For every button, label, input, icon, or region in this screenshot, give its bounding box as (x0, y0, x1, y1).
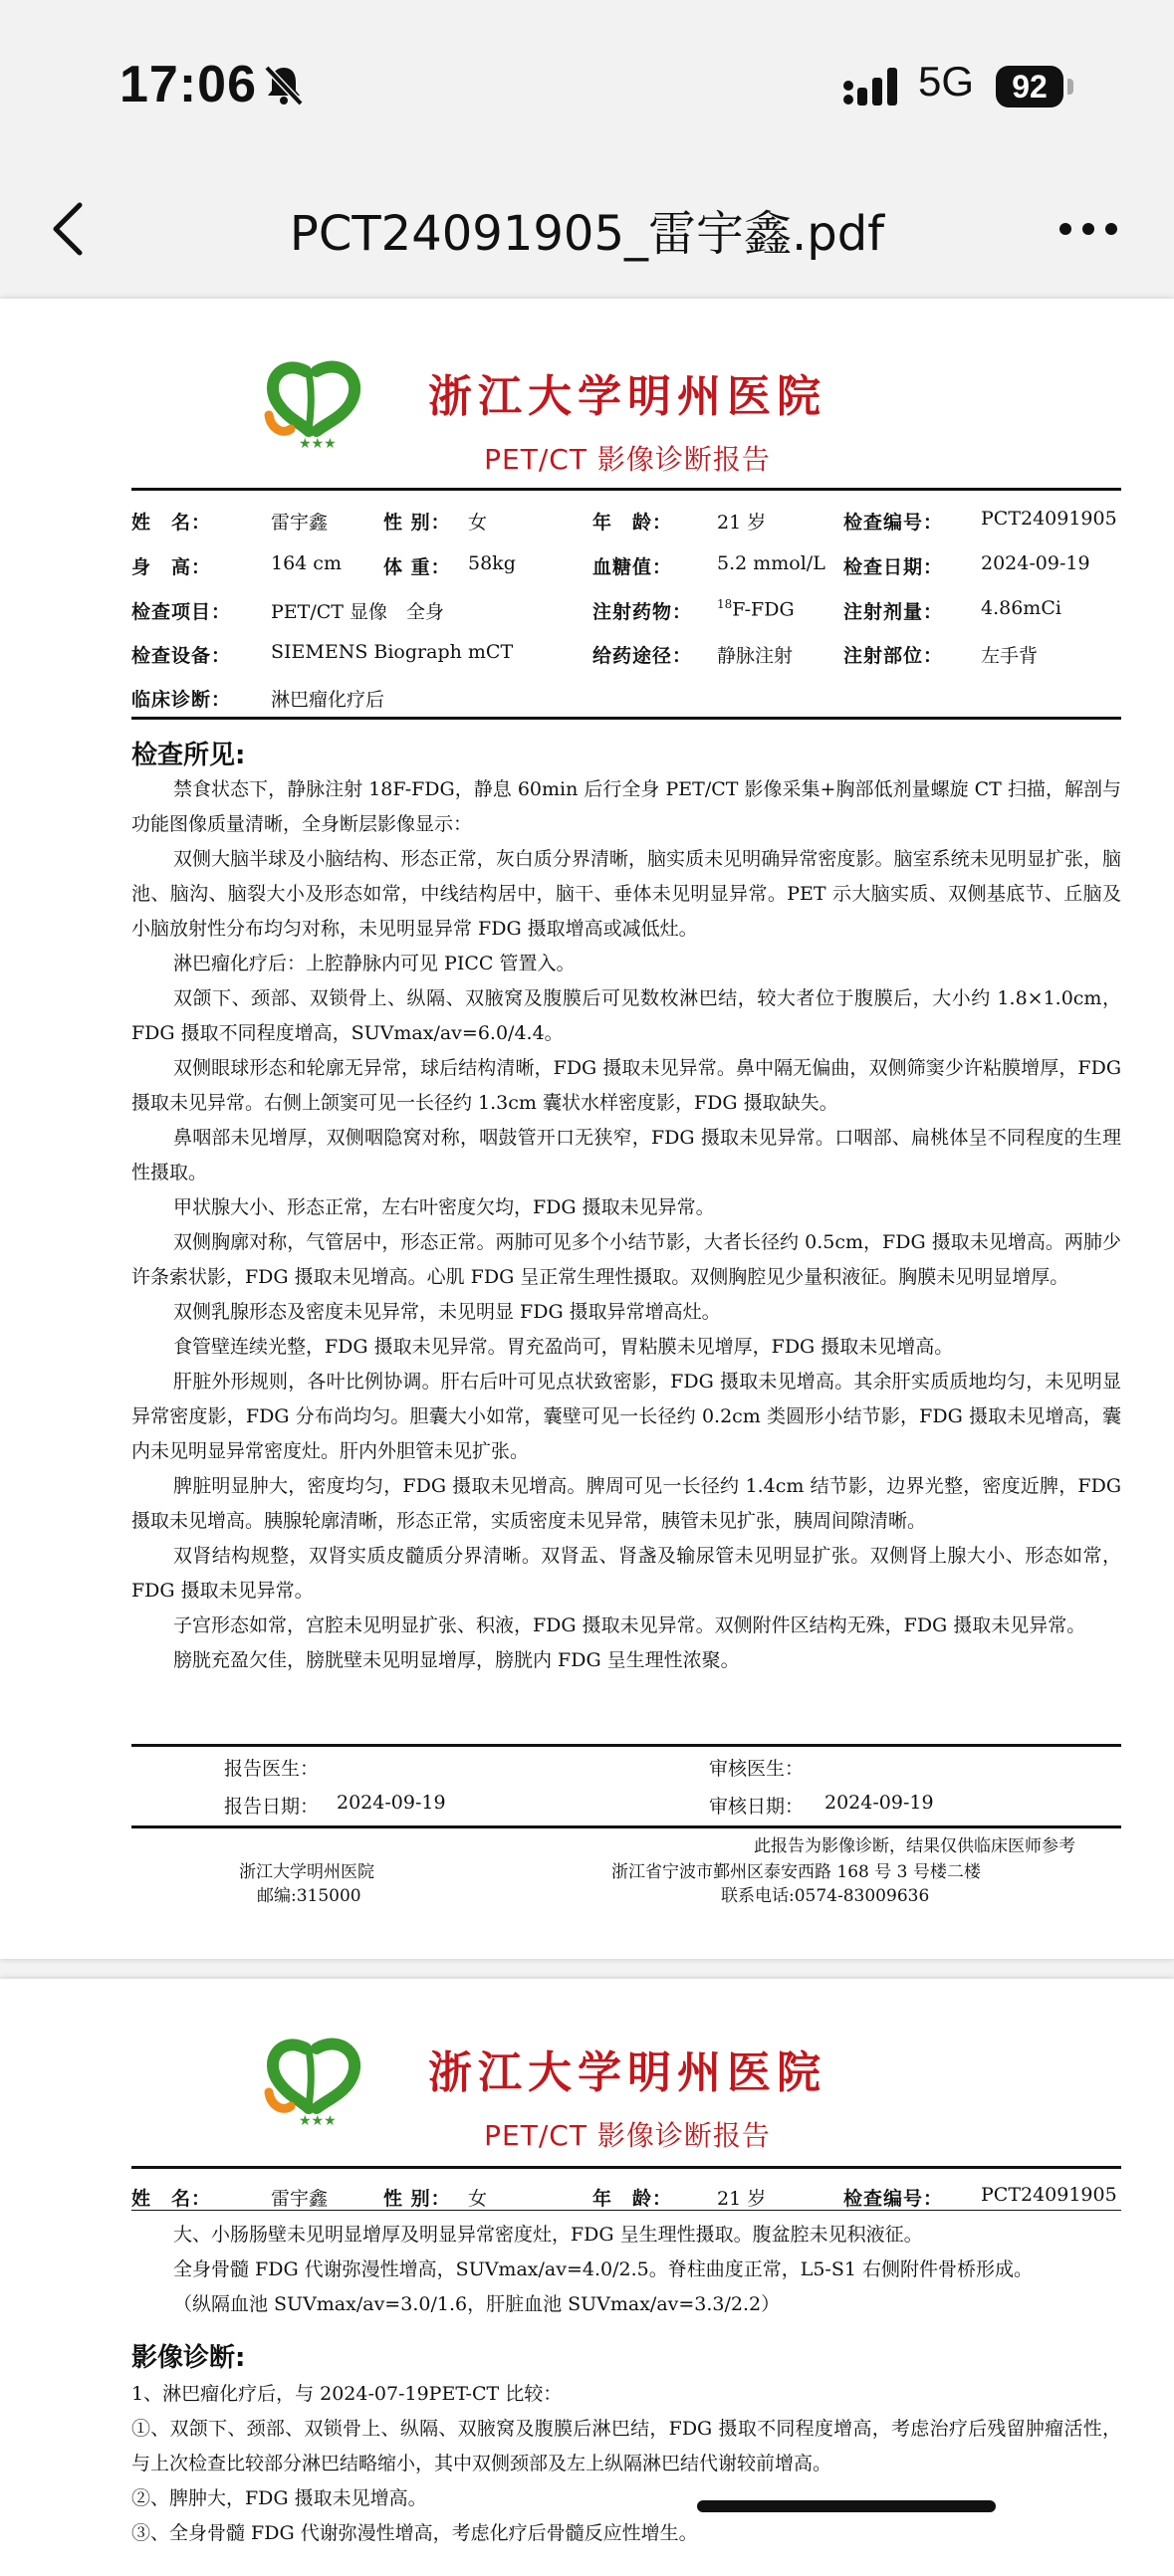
finding-paragraph: 双颌下、颈部、双锁骨上、纵隔、双腋窝及腹膜后可见数枚淋巴结，较大者位于腹膜后，大小约 1.8×1.0cm，FDG 摄取不同程度增高，SUVmax/av=6.0/4.4。 (131, 987, 1121, 1044)
label-clinical: 临床诊断： (131, 689, 232, 711)
finding-paragraph: 鼻咽部未见增厚，双侧咽隐窝对称，咽鼓管开口无狭窄，FDG 摄取未见异常。口咽部、扁桃体呈不同程度的生理性摄取。 (131, 1127, 1121, 1183)
svg-text:★★★: ★★★ (299, 2113, 337, 2129)
home-indicator (697, 2500, 996, 2512)
pdf-page-2 (0, 1979, 1174, 2576)
value-age: 21 岁 (717, 512, 767, 534)
value-sex: 女 (468, 2188, 488, 2210)
svg-text:★★★: ★★★ (299, 436, 337, 452)
drug-name: F-FDG (732, 598, 795, 621)
label-sex: 性 别： (383, 2188, 451, 2210)
label-weight: 体 重： (383, 556, 451, 578)
footer-hospital: 浙江大学明州医院 (239, 1862, 374, 1882)
label-age: 年 龄： (592, 512, 673, 534)
continued-line: 全身骨髓 FDG 代谢弥漫性增高，SUVmax/av=4.0/2.5。脊柱曲度正常，L5-S1 右侧附件骨桥形成。 (173, 2258, 1033, 2280)
finding-paragraph: 双侧乳腺形态及密度未见异常，未见明显 FDG 摄取异常增高灶。 (173, 1301, 721, 1323)
more-options-icon[interactable] (1056, 209, 1121, 249)
cellular-signal-icon (841, 66, 903, 107)
value-clinical: 淋巴瘤化疗后 (271, 689, 385, 711)
hospital-name: 浙江大学明州医院 (428, 371, 826, 422)
finding-paragraph: 双侧胸廓对称，气管居中，形态正常。两肺可见多个小结节影，大者长径约 0.5cm，FDG 摄取未见增高。两肺少许条索状影，FDG 摄取未见增高。心肌 FDG 呈正常生理性摄取。双侧胸腔见少量积液征。胸膜未见明显增厚。 (131, 1231, 1121, 1288)
finding-paragraph: 子宫形态如常，宫腔未见明显扩张、积液，FDG 摄取未见异常。双侧附件区结构无殊，FDG 摄取未见异常。 (173, 1614, 1086, 1636)
finding-paragraph: 甲状腺大小、形态正常，左右叶密度欠均，FDG 摄取未见异常。 (173, 1196, 715, 1218)
review-date-label: 审核日期： (709, 1796, 805, 1818)
value-dose: 4.86mCi (981, 597, 1061, 619)
findings-body (131, 772, 1121, 1678)
label-name: 姓 名： (131, 2188, 212, 2210)
finding-paragraph: 膀胱充盈欠佳，膀胱壁未见明显增厚，膀胱内 FDG 呈生理性浓聚。 (173, 1649, 740, 1671)
hospital-name: 浙江大学明州医院 (428, 2047, 826, 2098)
value-exam-date: 2024-09-19 (981, 552, 1090, 574)
finding-paragraph: 禁食状态下，静脉注射 18F-FDG，静息 60min 后行全身 PET/CT 影像采集+胸部低剂量螺旋 CT 扫描，解剖与功能图像质量清晰，全身断层影像显示： (131, 778, 1121, 835)
value-exam-no: PCT24091905 (981, 2184, 1117, 2206)
value-age: 21 岁 (717, 2188, 767, 2210)
label-name: 姓 名： (131, 512, 212, 534)
footer-postcode: 邮编:315000 (257, 1886, 361, 1906)
signoff-bottom-rule (131, 1825, 1121, 1828)
diagnosis-line: 1、淋巴瘤化疗后，与 2024-07-19PET-CT 比较： (131, 2383, 563, 2405)
value-name: 雷宇鑫 (271, 512, 329, 534)
label-glucose: 血糖值： (592, 556, 673, 578)
finding-paragraph: 双肾结构规整，双肾实质皮髓质分界清晰。双肾盂、肾盏及输尿管未见明显扩张。双侧肾上腺大小、形态如常，FDG 摄取未见异常。 (131, 1545, 1121, 1602)
signoff-top-rule (131, 1744, 1121, 1747)
drug-isotope-superscript: 18 (717, 597, 733, 611)
report-title: PET/CT 影像诊断报告 (484, 2119, 771, 2152)
status-time: 17:06 (119, 56, 257, 113)
value-height: 164 cm (271, 552, 342, 574)
value-exam-item: PET/CT 显像 全身 (271, 601, 444, 623)
continued-line: 大、小肠肠壁未见明显增厚及明显异常密度灶，FDG 呈生理性摄取。腹盆腔未见积液征。 (173, 2224, 923, 2246)
value-glucose: 5.2 mmol/L (717, 552, 825, 574)
label-sex: 性 别： (383, 512, 451, 534)
review-date-value: 2024-09-19 (824, 1792, 934, 1814)
value-name: 雷宇鑫 (271, 2188, 329, 2210)
report-doctor-label: 报告医生： (224, 1758, 320, 1780)
value-sex: 女 (468, 512, 488, 534)
diagnosis-heading: 影像诊断: (131, 2343, 246, 2373)
header-rule (131, 2166, 1121, 2169)
value-site: 左手背 (981, 645, 1039, 667)
continued-line: （纵隔血池 SUVmax/av=3.0/1.6，肝脏血池 SUVmax/av=3.3/2.2） (173, 2293, 781, 2315)
report-title: PET/CT 影像诊断报告 (484, 443, 771, 476)
label-exam-date: 检查日期： (843, 556, 944, 578)
document-title: PCT24091905_雷宇鑫.pdf (289, 206, 885, 262)
hospital-logo (261, 2031, 370, 2130)
label-dose: 注射剂量： (843, 601, 944, 623)
diagnosis-line: ③、全身骨髓 FDG 代谢弥漫性增高，考虑化疗后骨髓反应性增生。 (131, 2522, 698, 2544)
report-date-value: 2024-09-19 (337, 1792, 446, 1814)
value-weight: 58kg (468, 552, 516, 574)
value-drug (717, 597, 795, 620)
value-device: SIEMENS Biograph mCT (271, 641, 514, 663)
finding-paragraph: 肝脏外形规则，各叶比例协调。肝右后叶可见点状致密影，FDG 摄取未见增高。其余肝实质质地均匀，未见明显异常密度影，FDG 分布尚均匀。胆囊大小如常，囊壁可见一长径约 0.2cm 类圆形小结节影，FDG 摄取未见增高，囊内未见明显异常密度灶。肝内外胆管未见扩张。 (131, 1371, 1121, 1462)
diagnosis-line: ①、双颌下、颈部、双锁骨上、纵隔、双腋窝及腹膜后淋巴结，FDG 摄取不同程度增高，考虑治疗后残留肿瘤活性，与上次检查比较部分淋巴结略缩小，其中双侧颈部及左上纵隔淋巴结代谢较前增高。 (131, 2418, 1121, 2474)
report-date-label: 报告日期： (224, 1796, 320, 1818)
reviewer-label: 审核医生： (709, 1758, 805, 1780)
finding-paragraph: 脾脏明显肿大，密度均匀，FDG 摄取未见增高。脾周可见一长径约 1.4cm 结节影，边界光整，密度近脾，FDG 摄取未见增高。胰腺轮廓清晰，形态正常，实质密度未见异常，胰管未见扩张，胰周间隙清晰。 (131, 1475, 1121, 1532)
battery-tip (1067, 79, 1073, 95)
footer-phone: 联系电话:0574-83009636 (721, 1886, 930, 1906)
header-rule (131, 488, 1121, 491)
label-route: 给药途径： (592, 645, 693, 667)
label-drug: 注射药物： (592, 601, 693, 623)
label-height: 身 高： (131, 556, 212, 578)
value-route: 静脉注射 (717, 645, 794, 667)
finding-paragraph: 双侧眼球形态和轮廓无异常，球后结构清晰，FDG 摄取未见异常。鼻中隔无偏曲，双侧筛窦少许粘膜增厚，FDG 摄取未见异常。右侧上颌窦可见一长径约 1.3cm 囊状水样密度影，FDG 摄取缺失。 (131, 1057, 1121, 1114)
disclaimer: 此报告为影像诊断，结果仅供临床医师参考 (754, 1836, 1075, 1856)
footer-address: 浙江省宁波市鄞州区泰安西路 168 号 3 号楼二楼 (611, 1862, 981, 1882)
hospital-logo (261, 353, 370, 453)
finding-paragraph: 双侧大脑半球及小脑结构、形态正常，灰白质分界清晰，脑实质未见明确异常密度影。脑室系统未见明显扩张，脑池、脑沟、脑裂大小及形态如常，中线结构居中，脑干、垂体未见明显异常。PET 示大脑实质、双侧基底节、丘脑及小脑放射性分布均匀对称，未见明显异常 FDG 摄取增高或减低灶。 (131, 848, 1121, 940)
diagnosis-line: ②、脾肿大，FDG 摄取未见增高。 (131, 2487, 427, 2509)
diagnosis-body (131, 2377, 1121, 2551)
pdf-page-1 (0, 299, 1174, 1959)
info-rule (131, 2210, 1121, 2211)
label-age: 年 龄： (592, 2188, 673, 2210)
info-bottom-rule (131, 717, 1121, 720)
findings-heading: 检查所见: (131, 741, 246, 770)
battery-indicator: 92 (996, 66, 1063, 107)
finding-paragraph: 淋巴瘤化疗后：上腔静脉内可见 PICC 管置入。 (173, 953, 576, 974)
finding-paragraph: 食管壁连续光整，FDG 摄取未见异常。胃充盈尚可，胃粘膜未见增厚，FDG 摄取未见增高。 (173, 1336, 954, 1358)
label-exam-no: 检查编号： (843, 2188, 944, 2210)
label-device: 检查设备： (131, 645, 232, 667)
label-exam-item: 检查项目： (131, 601, 232, 623)
label-site: 注射部位： (843, 645, 944, 667)
label-exam-no: 检查编号： (843, 512, 944, 534)
value-exam-no: PCT24091905 (981, 508, 1117, 530)
bell-muted-icon (261, 62, 307, 107)
network-type: 5G (918, 58, 975, 105)
